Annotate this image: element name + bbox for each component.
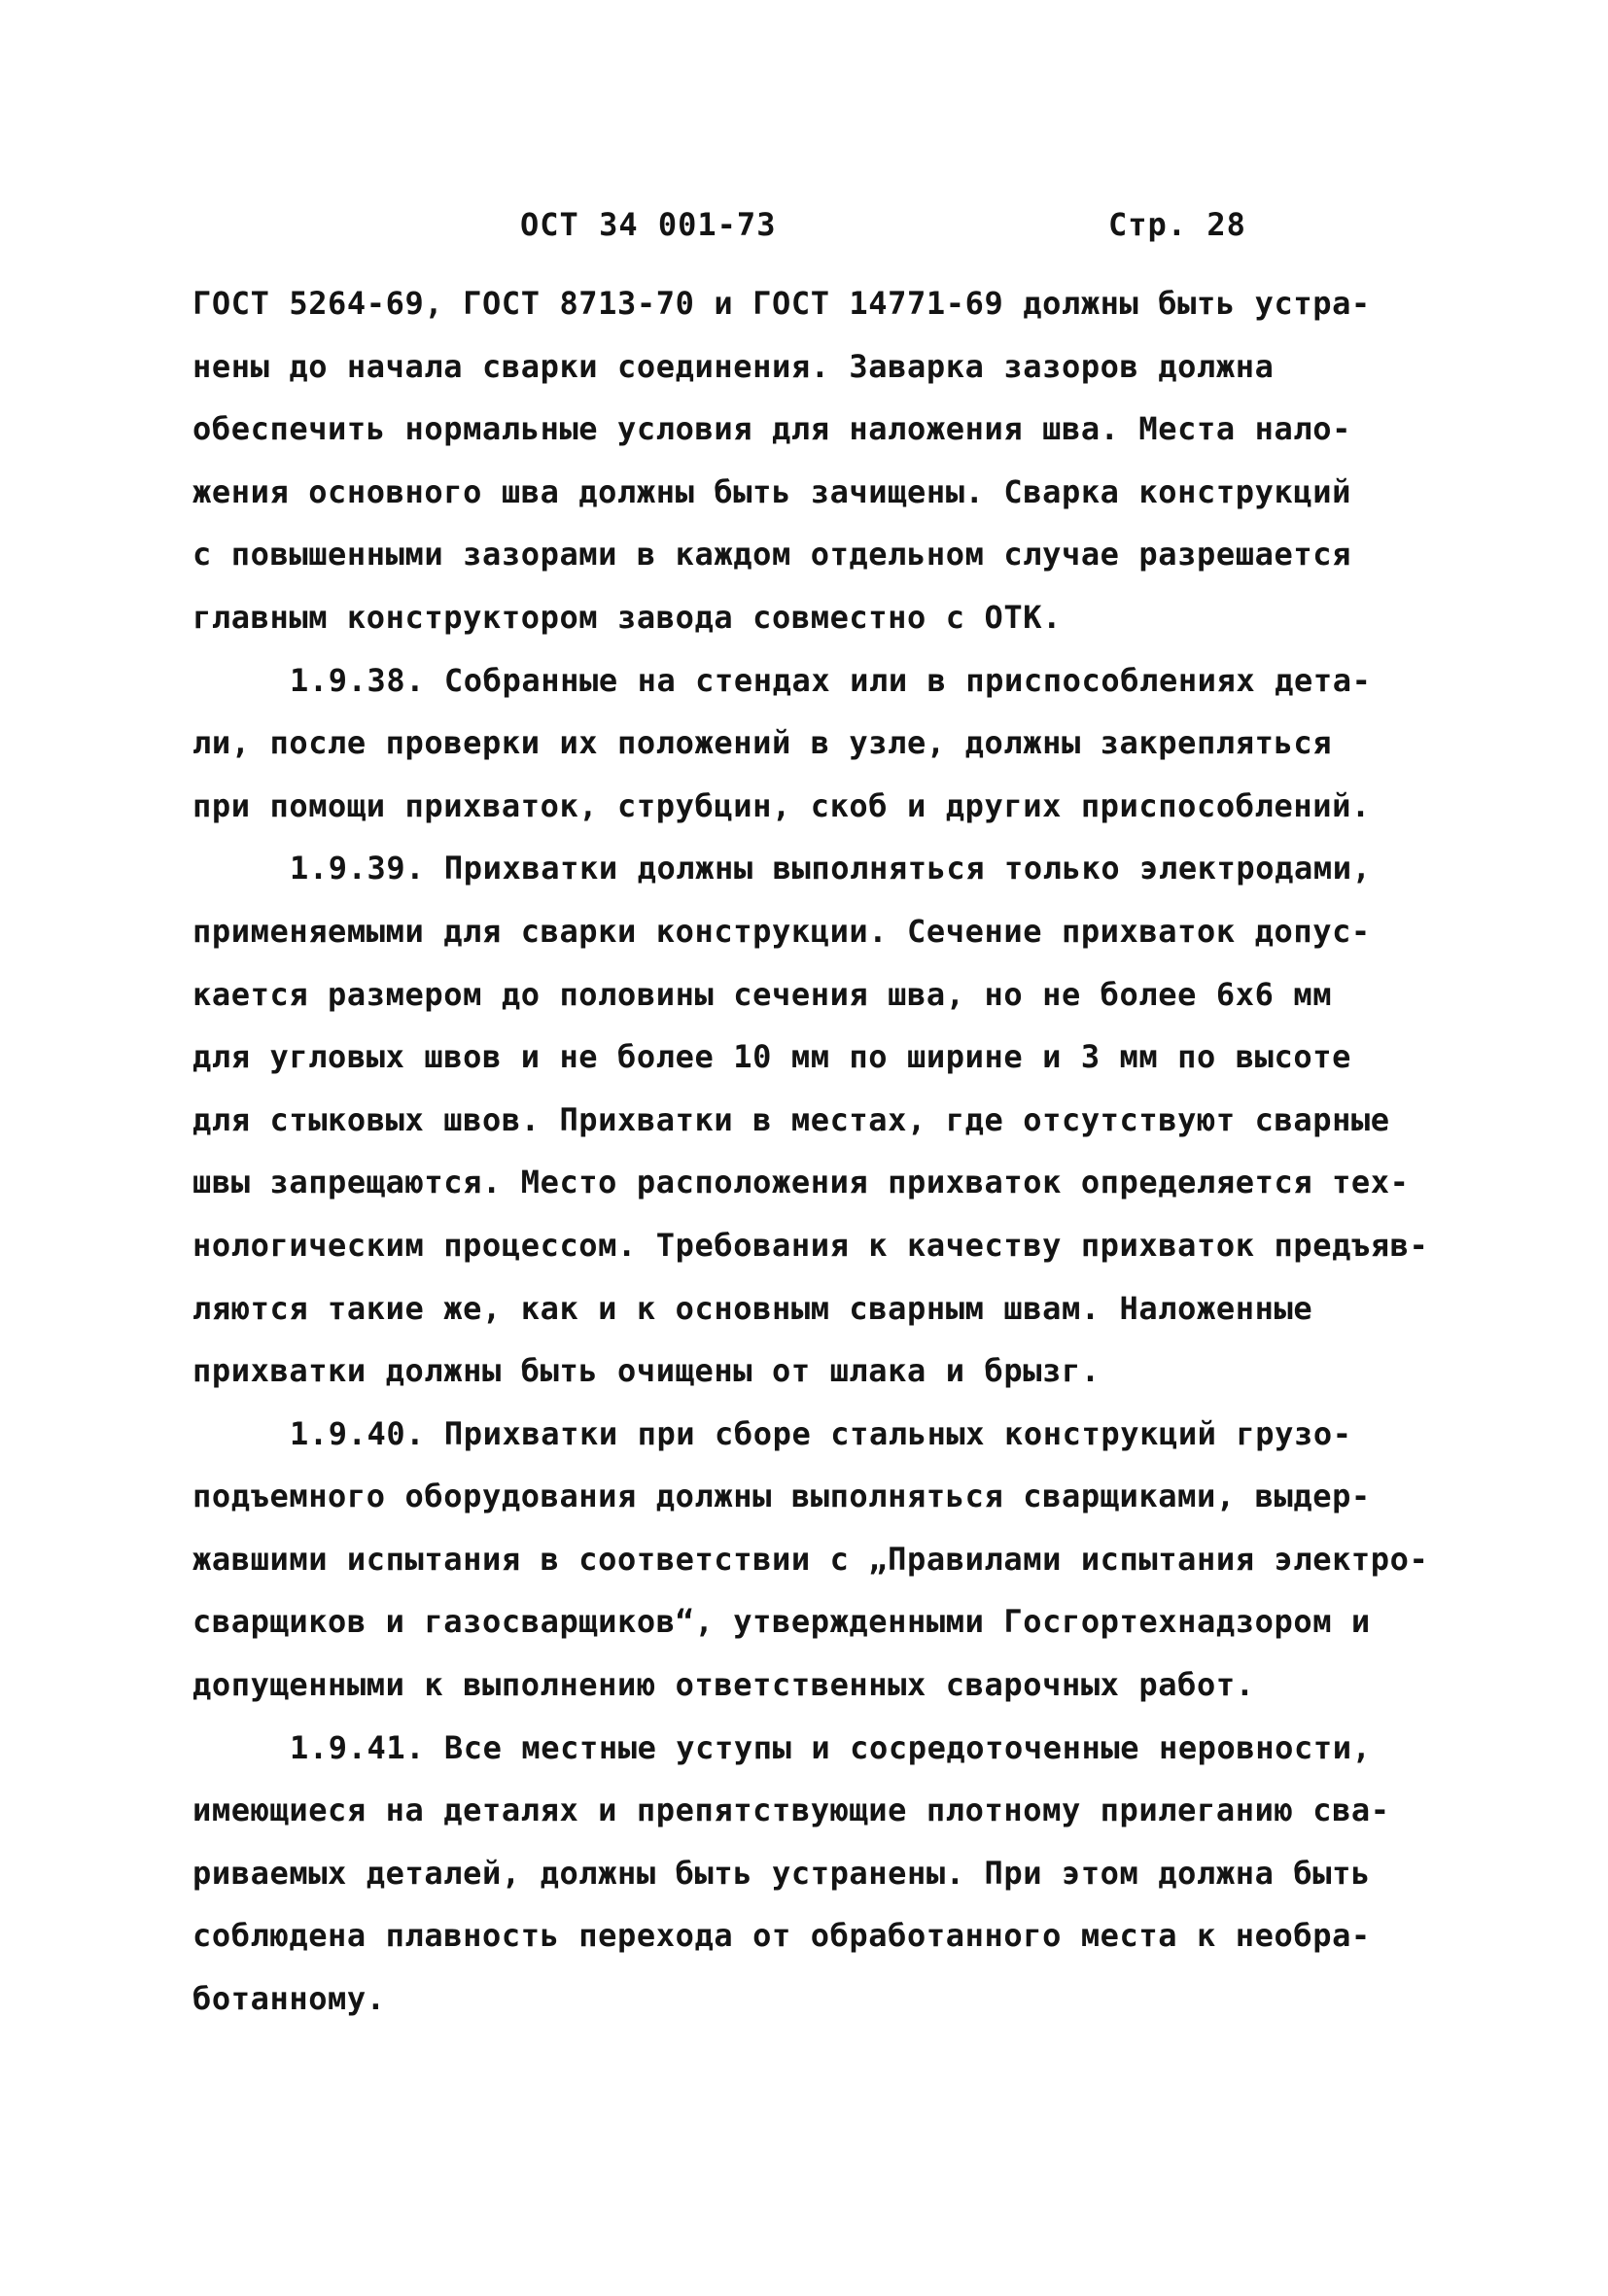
text-line: швы запрещаются. Место расположения прихваток определяется тех- — [192, 1164, 1410, 1201]
text-line: жавшими испытания в соответствии с „Правилами испытания электро- — [192, 1540, 1429, 1578]
text-line: сварщиков и газосварщиков“, утвержденными Госгортехнадзором и — [192, 1603, 1371, 1641]
text-line: применяемыми для сварки конструкции. Сечение прихваток допус- — [192, 912, 1371, 950]
text-line: жения основного шва должны быть зачищены. Сварка конструкций — [192, 472, 1351, 510]
text-line: риваемых деталей, должны быть устранены. При этом должна быть — [192, 1854, 1371, 1892]
paragraph-start-1-9-38: 1.9.38. Собранные на стендах или в приспособлениях дета- — [290, 661, 1372, 699]
paragraph-start-1-9-41: 1.9.41. Все местные уступы и сосредоточенные неровности, — [290, 1728, 1372, 1766]
text-line: для угловых швов и не более 10 мм по ширине и 3 мм по высоте — [192, 1038, 1351, 1076]
text-line: прихватки должны быть очищены от шлака и брызг. — [192, 1352, 1101, 1390]
text-line: имеющиеся на деталях и препятствующие плотному прилеганию сва- — [192, 1792, 1390, 1829]
text-line: ГОСТ 5264-69, ГОСТ 8713-70 и ГОСТ 14771-69 должны быть устра- — [192, 285, 1371, 322]
paragraph-start-1-9-40: 1.9.40. Прихватки при сборе стальных конструкций грузо- — [290, 1414, 1352, 1452]
document-code: ОСТ 34 001-73 — [520, 206, 777, 243]
text-line: допущенными к выполнению ответственных сварочных работ. — [192, 1666, 1255, 1704]
text-line: с повышенными зазорами в каждом отдельном случае разрешается — [192, 536, 1351, 574]
text-line: соблюдена плавность перехода от обработанного места к необра- — [192, 1917, 1371, 1955]
text-line: кается размером до половины сечения шва, но не более 6х6 мм — [192, 975, 1333, 1013]
text-line: обеспечить нормальные условия для наложения шва. Места нало- — [192, 410, 1351, 448]
text-line: главным конструктором завода совместно с ОТК. — [192, 598, 1062, 636]
text-line: нены до начала сварки соединения. Заварка зазоров должна — [192, 347, 1275, 385]
page-header — [0, 206, 1608, 255]
text-line: при помощи прихваток, струбцин, скоб и других приспособлений. — [192, 786, 1371, 824]
text-line: ляются такие же, как и к основным сварным швам. Наложенные — [192, 1289, 1313, 1327]
text-line: ли, после проверки их положений в узле, должны закрепляться — [192, 724, 1333, 762]
body-text — [192, 272, 1429, 2031]
text-line: нологическим процессом. Требования к качеству прихваток предъяв- — [192, 1226, 1429, 1264]
text-line: подъемного оборудования должны выполняться сварщиками, выдер- — [192, 1478, 1371, 1515]
page-number: Стр. 28 — [1108, 206, 1246, 243]
paragraph-start-1-9-39: 1.9.39. Прихватки должны выполняться только электродами, — [290, 850, 1372, 887]
text-line: для стыковых швов. Прихватки в местах, где отсутствуют сварные — [192, 1100, 1390, 1138]
text-line: ботанному. — [192, 1980, 386, 2018]
